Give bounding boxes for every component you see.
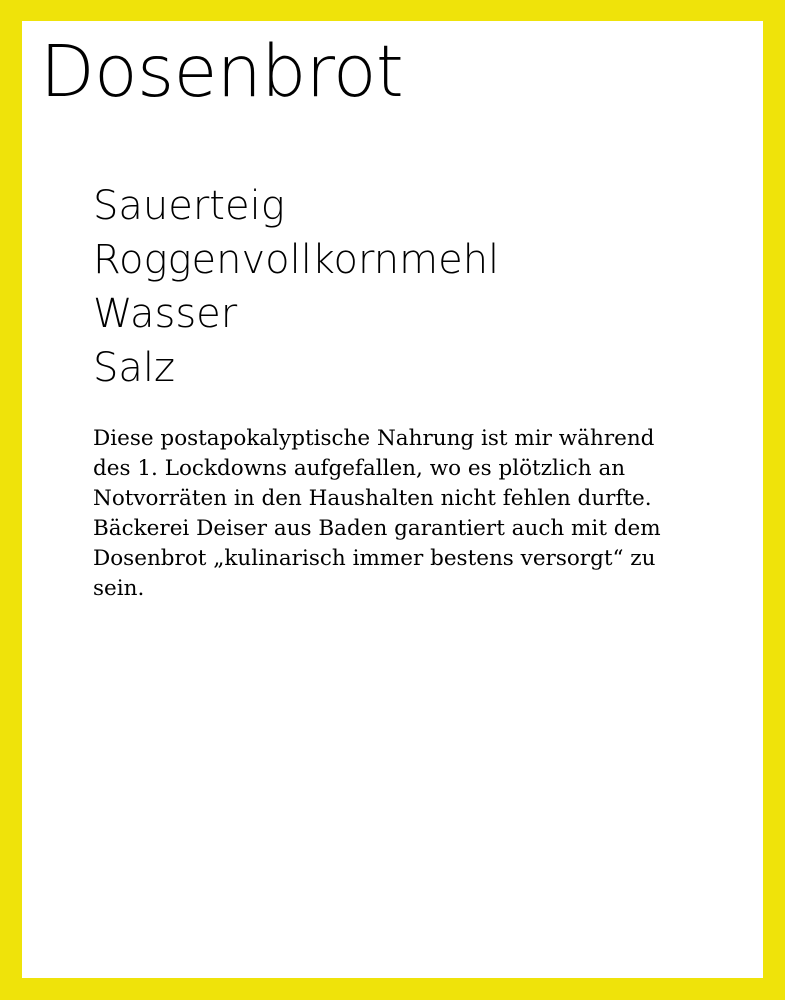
content-card xyxy=(22,21,763,978)
ingredient-item: Roggenvollkornmehl xyxy=(93,237,500,283)
ingredient-item: Salz xyxy=(93,345,176,391)
page-title: Dosenbrot xyxy=(40,30,404,113)
ingredient-item: Sauerteig xyxy=(93,183,285,229)
description-text: Diese postapokalyptische Nahrung ist mir während des 1. Lockdowns aufgefallen, wo es plötzlich an Notvorräten in den Haushalten nicht fehlen durfte. Bäckerei Deiser aus Baden garantiert auch mit dem Dosenbrot „kulinarisch immer bestens versorgt“ zu sein. xyxy=(93,426,661,601)
ingredient-item: Wasser xyxy=(93,291,238,337)
ingredients-list xyxy=(93,179,499,395)
